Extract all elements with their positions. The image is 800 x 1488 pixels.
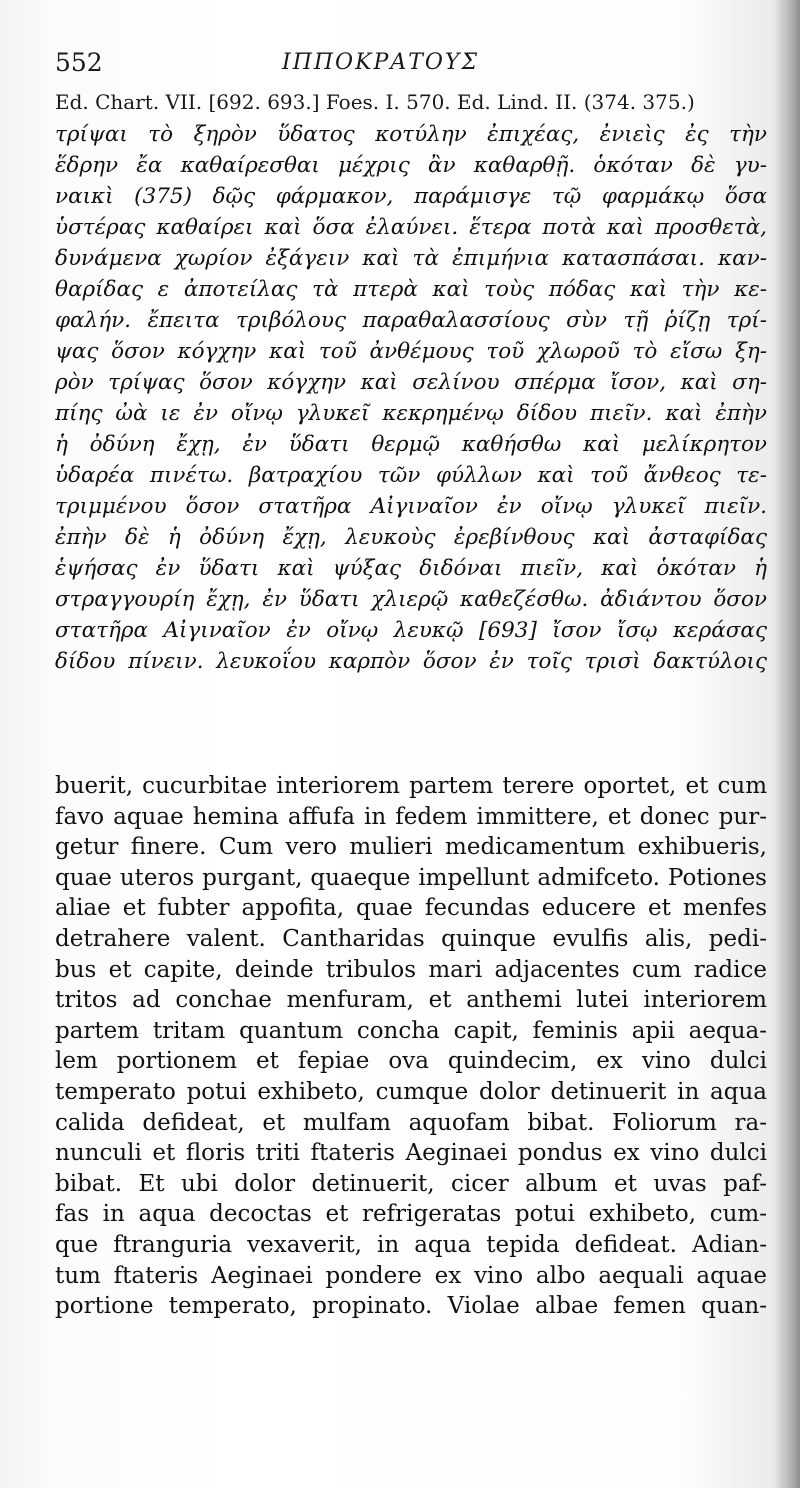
greek-text-line: πίης ὠὰ ιε ἐν οἴνῳ γλυκεῖ κεκρημένῳ δίδου πιεῖν. καὶ ἐπὴν (55, 401, 767, 426)
latin-text-line: bus et capite, deinde tribulos mari adjacentes cum radice (55, 956, 767, 983)
latin-text-line: bibat. Et ubi dolor detinuerit, cicer album et uvas paf- (55, 1170, 767, 1197)
latin-text-line: buerit, cucurbitae interiorem partem terere oportet, et cum (55, 773, 767, 799)
greek-text-line: στραγγουρίη ἔχῃ, ἐν ὕδατι χλιερῷ καθεζέσθω. ἀδιάντου ὅσον (55, 587, 767, 612)
latin-text-line: detrahere valent. Cantharidas quinque evulfis alis, pedi- (55, 925, 767, 952)
latin-text-line: partem tritam quantum concha capit, feminis apii aequa- (55, 1017, 767, 1044)
running-title: ΙΠΠΟΚΡΑΤΟΥΣ (282, 50, 480, 75)
greek-text-line: ὑδαρέα πινέτω. βατραχίου τῶν φύλλων καὶ τοῦ ἄνθεος τε- (55, 463, 767, 488)
greek-text-line: ἕδρην ἔα καθαίρεσθαι μέχρις ἂν καθαρθῇ. ὁκόταν δὲ γυ- (55, 153, 767, 178)
greek-text-line: τρίψαι τὸ ξηρὸν ὕδατος κοτύλην ἐπιχέας, ἐνιεὶς ἐς τὴν (55, 122, 767, 147)
greek-text-line: φαλήν. ἔπειτα τριβόλους παραθαλασσίους σὺν τῇ ῥίζῃ τρί- (55, 308, 767, 333)
page-gutter-shadow (774, 0, 800, 1488)
latin-text-line: quae uteros purgant, quaeque impellunt admifceto. Potiones (55, 864, 767, 891)
latin-text-line: portione temperato, propinato. Violae albae femen quan- (55, 1293, 767, 1320)
latin-text-line: lem portionem et fepiae ova quindecim, ex vino dulci (55, 1048, 767, 1075)
latin-text-line: fas in aqua decoctas et refrigeratas potui exhibeto, cum- (55, 1201, 767, 1228)
latin-text-block (55, 771, 767, 1322)
greek-text-line: ψας ὅσον κόγχην καὶ τοῦ ἀνθέμους τοῦ χλωροῦ τὸ εἴσω ξη- (55, 339, 767, 364)
greek-text-line: δυνάμενα χωρίον ἐξάγειν καὶ τὰ ἐπιμήνια κατασπάσαι. καν- (55, 246, 767, 271)
greek-text-line: ἑψήσας ἐν ὕδατι καὶ ψύξας διδόναι πιεῖν, καὶ ὁκόταν ἡ (55, 556, 767, 581)
greek-text-line: τριμμένου ὅσον στατῆρα Αἰγιναῖον ἐν οἴνῳ γλυκεῖ πιεῖν. (55, 494, 767, 519)
greek-text-line: ὑστέρας καθαίρει καὶ ὅσα ἐλαύνει. ἕτερα ποτὰ καὶ προσθετὰ, (55, 215, 767, 240)
latin-text-line: calida defideat, et mulfam aquofam bibat. Foliorum ra- (55, 1109, 767, 1136)
latin-text-line: tum ftateris Aeginaei pondere ex vino albo aequali aquae (55, 1262, 767, 1289)
latin-text-line: nunculi et floris triti ftateris Aeginaei pondus ex vino dulci (55, 1140, 767, 1167)
latin-text-line: aliae et fubter appofita, quae fecundas educere et menfes (55, 895, 767, 922)
page-header (55, 48, 775, 82)
greek-text-line: ἡ ὀδύνη ἔχῃ, ἐν ὕδατι θερμῷ καθήσθω καὶ μελίκρητον (55, 432, 767, 457)
greek-text-line: ναικὶ (375) δῷς φάρμακον, παράμισγε τῷ φαρμάκῳ ὅσα (55, 184, 767, 209)
greek-text-line: στατῆρα Αἰγιναῖον ἐν οἴνῳ λευκῷ [693] ἴσον ἴσῳ κεράσας (55, 618, 767, 643)
latin-text-line: que ftranguria vexaverit, in aqua tepida defideat. Adian- (55, 1231, 767, 1258)
latin-text-line: favo aquae hemina affufa in fedem immittere, et donec pur- (55, 803, 767, 830)
greek-text-line: θαρίδας ε ἀποτείλας τὰ πτερὰ καὶ τοὺς πόδας καὶ τὴν κε- (55, 277, 767, 302)
latin-text-line: getur finere. Cum vero mulieri medicamentum exhibueris, (55, 834, 767, 861)
greek-text-line: ρὸν τρίψας ὅσον κόγχην καὶ σελίνου σπέρμα ἴσον, καὶ ση- (55, 370, 767, 395)
greek-text-line: δίδου πίνειν. λευκοΐου καρπὸν ὅσον ἐν τοῖς τρισὶ δακτύλοις (55, 649, 767, 674)
edition-reference-line: Ed. Chart. VII. [692. 693.] Foes. I. 570. Ed. Lind. II. (374. 375.) (55, 90, 695, 114)
greek-text-line: ἐπὴν δὲ ἡ ὀδύνη ἔχῃ, λευκοὺς ἐρεβίνθους καὶ ἀσταφίδας (55, 525, 767, 550)
page-number: 552 (55, 48, 103, 77)
latin-text-line: tritos ad conchae menfuram, et anthemi lutei interiorem (55, 987, 767, 1014)
latin-text-line: temperato potui exhibeto, cumque dolor detinuerit in aqua (55, 1078, 767, 1105)
greek-text-block (55, 119, 767, 677)
